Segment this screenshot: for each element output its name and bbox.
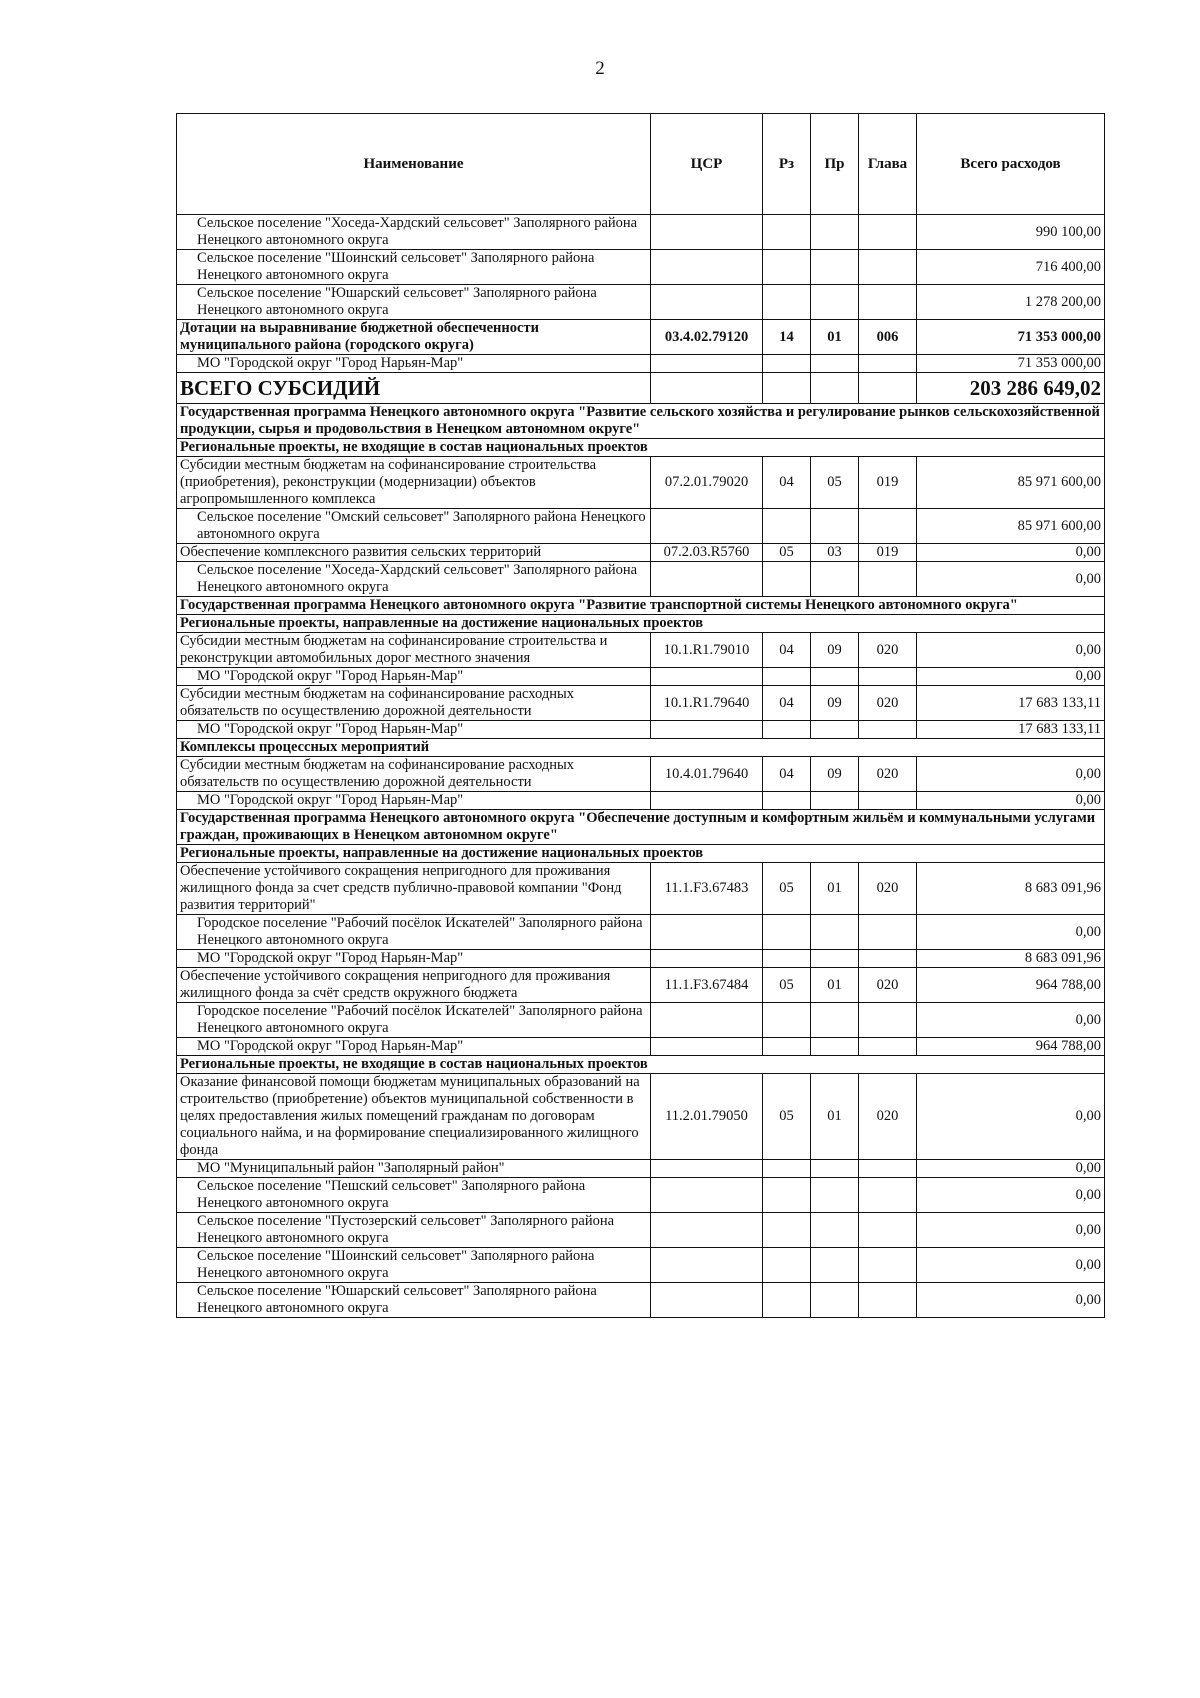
section-row — [177, 439, 1105, 457]
row-total: 0,00 — [917, 1003, 1105, 1038]
row-name: Сельское поселение "Омский сельсовет" Заполярного района Ненецкого автономного округа — [177, 509, 651, 544]
table-row — [177, 950, 1105, 968]
header-glava: Глава — [859, 114, 917, 215]
row-pr: 01 — [811, 968, 859, 1003]
row-rz: 05 — [763, 968, 811, 1003]
header-total: Всего расходов — [917, 114, 1105, 215]
row-glava — [859, 509, 917, 544]
table-row — [177, 721, 1105, 739]
row-csr — [651, 915, 763, 950]
row-pr — [811, 1283, 859, 1318]
row-glava — [859, 1038, 917, 1056]
section-row — [177, 845, 1105, 863]
row-name: Сельское поселение "Юшарский сельсовет" Заполярного района Ненецкого автономного округа — [177, 285, 651, 320]
header-csr: ЦСР — [651, 114, 763, 215]
row-name: МО "Городской округ "Город Нарьян-Мар" — [177, 355, 651, 373]
row-rz — [763, 1213, 811, 1248]
row-total: 0,00 — [917, 1213, 1105, 1248]
row-name: Сельское поселение "Хоседа-Хардский сельсовет" Заполярного района Ненецкого автономного округа — [177, 215, 651, 250]
row-name: Обеспечение устойчивого сокращения непригодного для проживания жилищного фонда за счет средств публично-правовой компании "Фонд развития территорий" — [177, 863, 651, 915]
row-total: 0,00 — [917, 1160, 1105, 1178]
row-name: Обеспечение комплексного развития сельских территорий — [177, 544, 651, 562]
row-total: 964 788,00 — [917, 968, 1105, 1003]
row-glava — [859, 1213, 917, 1248]
row-name: Субсидии местным бюджетам на софинансирование строительства и реконструкции автомобильных дорог местного значения — [177, 633, 651, 668]
row-total: 17 683 133,11 — [917, 686, 1105, 721]
table-row — [177, 509, 1105, 544]
section-row — [177, 810, 1105, 845]
row-name: МО "Городской округ "Город Нарьян-Мар" — [177, 950, 651, 968]
row-csr — [651, 1178, 763, 1213]
row-name: ВСЕГО СУБСИДИЙ — [177, 373, 651, 404]
row-glava — [859, 1003, 917, 1038]
row-glava: 020 — [859, 863, 917, 915]
section-title: Государственная программа Ненецкого автономного округа "Развитие сельского хозяйства и регулирование рынков сельскохозяйственной продукции, сырья и продовольствия в Ненецком автономном округе" — [177, 404, 1105, 439]
row-pr — [811, 1003, 859, 1038]
table-row — [177, 1213, 1105, 1248]
row-total: 990 100,00 — [917, 215, 1105, 250]
row-total: 71 353 000,00 — [917, 355, 1105, 373]
table-row — [177, 686, 1105, 721]
section-row — [177, 597, 1105, 615]
row-glava — [859, 721, 917, 739]
row-name: Сельское поселение "Хоседа-Хардский сельсовет" Заполярного района Ненецкого автономного округа — [177, 562, 651, 597]
row-glava — [859, 355, 917, 373]
row-csr — [651, 1248, 763, 1283]
row-total: 0,00 — [917, 1283, 1105, 1318]
row-pr — [811, 215, 859, 250]
row-total: 85 971 600,00 — [917, 457, 1105, 509]
table-row — [177, 668, 1105, 686]
row-glava — [859, 915, 917, 950]
page-number: 2 — [595, 58, 605, 79]
row-glava: 020 — [859, 1074, 917, 1160]
table-row — [177, 285, 1105, 320]
table-row — [177, 320, 1105, 355]
table-row — [177, 968, 1105, 1003]
row-pr — [811, 915, 859, 950]
row-rz: 04 — [763, 757, 811, 792]
row-pr — [811, 1178, 859, 1213]
row-name: МО "Городской округ "Город Нарьян-Мар" — [177, 1038, 651, 1056]
row-csr: 10.1.R1.79010 — [651, 633, 763, 668]
row-rz — [763, 509, 811, 544]
row-csr — [651, 1283, 763, 1318]
table-row — [177, 1003, 1105, 1038]
table-row — [177, 544, 1105, 562]
section-row — [177, 1056, 1105, 1074]
row-csr — [651, 215, 763, 250]
row-total: 0,00 — [917, 562, 1105, 597]
row-pr — [811, 950, 859, 968]
row-glava — [859, 668, 917, 686]
row-name: Городское поселение "Рабочий посёлок Искателей" Заполярного района Ненецкого автономного округа — [177, 1003, 651, 1038]
section-title: Региональные проекты, не входящие в состав национальных проектов — [177, 1056, 1105, 1074]
row-glava: 006 — [859, 320, 917, 355]
row-glava — [859, 792, 917, 810]
row-total: 203 286 649,02 — [917, 373, 1105, 404]
row-rz: 05 — [763, 1074, 811, 1160]
row-rz — [763, 355, 811, 373]
table-row — [177, 1178, 1105, 1213]
row-glava: 020 — [859, 968, 917, 1003]
row-glava: 020 — [859, 757, 917, 792]
row-name: Сельское поселение "Шоинский сельсовет" Заполярного района Ненецкого автономного округа — [177, 250, 651, 285]
row-total: 8 683 091,96 — [917, 863, 1105, 915]
row-glava — [859, 1248, 917, 1283]
row-name: Субсидии местным бюджетам на софинансирование строительства (приобретения), реконструкции (модернизации) объектов агропромышленного комплекса — [177, 457, 651, 509]
row-total: 85 971 600,00 — [917, 509, 1105, 544]
row-glava — [859, 1283, 917, 1318]
section-title: Региональные проекты, не входящие в состав национальных проектов — [177, 439, 1105, 457]
table-row — [177, 1248, 1105, 1283]
row-total: 1 278 200,00 — [917, 285, 1105, 320]
table-row — [177, 250, 1105, 285]
row-csr — [651, 373, 763, 404]
row-glava — [859, 373, 917, 404]
table-body — [177, 215, 1105, 1318]
row-name: МО "Городской округ "Город Нарьян-Мар" — [177, 792, 651, 810]
row-pr — [811, 562, 859, 597]
row-csr: 10.1.R1.79640 — [651, 686, 763, 721]
row-csr — [651, 1213, 763, 1248]
row-rz: 05 — [763, 863, 811, 915]
table-row — [177, 457, 1105, 509]
table-row — [177, 792, 1105, 810]
row-name: Субсидии местным бюджетам на софинансирование расходных обязательств по осуществлению дорожной деятельности — [177, 757, 651, 792]
row-csr: 11.1.F3.67484 — [651, 968, 763, 1003]
row-csr — [651, 950, 763, 968]
row-glava: 020 — [859, 686, 917, 721]
row-pr — [811, 250, 859, 285]
row-pr: 09 — [811, 686, 859, 721]
section-row — [177, 404, 1105, 439]
row-csr: 07.2.01.79020 — [651, 457, 763, 509]
row-name: Сельское поселение "Юшарский сельсовет" Заполярного района Ненецкого автономного округа — [177, 1283, 651, 1318]
row-rz — [763, 792, 811, 810]
row-pr — [811, 1160, 859, 1178]
row-total: 964 788,00 — [917, 1038, 1105, 1056]
header-rz: Рз — [763, 114, 811, 215]
row-pr — [811, 668, 859, 686]
row-csr: 10.4.01.79640 — [651, 757, 763, 792]
table-row — [177, 355, 1105, 373]
row-csr — [651, 668, 763, 686]
table-header-row — [177, 114, 1105, 215]
row-csr — [651, 1003, 763, 1038]
table-row — [177, 915, 1105, 950]
row-rz — [763, 250, 811, 285]
row-glava: 019 — [859, 544, 917, 562]
row-glava — [859, 250, 917, 285]
row-name: Сельское поселение "Шоинский сельсовет" Заполярного района Ненецкого автономного округа — [177, 1248, 651, 1283]
row-name: Обеспечение устойчивого сокращения непригодного для проживания жилищного фонда за счёт средств окружного бюджета — [177, 968, 651, 1003]
row-pr — [811, 1213, 859, 1248]
row-glava — [859, 285, 917, 320]
row-pr — [811, 721, 859, 739]
row-rz: 04 — [763, 633, 811, 668]
row-glava — [859, 1160, 917, 1178]
section-title: Государственная программа Ненецкого автономного округа "Обеспечение доступным и комфортным жильём и коммунальными услугами граждан, проживающих в Ненецком автономном округе" — [177, 810, 1105, 845]
row-rz: 04 — [763, 457, 811, 509]
row-rz — [763, 285, 811, 320]
section-row — [177, 615, 1105, 633]
row-rz — [763, 1283, 811, 1318]
row-rz — [763, 668, 811, 686]
row-pr — [811, 509, 859, 544]
table-row — [177, 863, 1105, 915]
row-csr — [651, 562, 763, 597]
section-title: Государственная программа Ненецкого автономного округа "Развитие транспортной системы Ненецкого автономного округа" — [177, 597, 1105, 615]
row-name: МО "Городской округ "Город Нарьян-Мар" — [177, 668, 651, 686]
row-total: 0,00 — [917, 1248, 1105, 1283]
row-csr — [651, 285, 763, 320]
row-glava — [859, 1178, 917, 1213]
row-total: 0,00 — [917, 757, 1105, 792]
row-csr — [651, 250, 763, 285]
row-total: 0,00 — [917, 544, 1105, 562]
row-name: МО "Городской округ "Город Нарьян-Мар" — [177, 721, 651, 739]
row-rz — [763, 950, 811, 968]
row-pr: 09 — [811, 757, 859, 792]
row-total: 0,00 — [917, 915, 1105, 950]
row-pr: 09 — [811, 633, 859, 668]
row-csr: 11.1.F3.67483 — [651, 863, 763, 915]
row-rz — [763, 562, 811, 597]
row-pr: 01 — [811, 863, 859, 915]
table-row — [177, 562, 1105, 597]
row-name: Городское поселение "Рабочий посёлок Искателей" Заполярного района Ненецкого автономного округа — [177, 915, 651, 950]
row-rz: 14 — [763, 320, 811, 355]
row-name: Оказание финансовой помощи бюджетам муниципальных образований на строительство (приобретение) объектов муниципальной собственности в целях предоставления жилых помещений гражданам по договорам социального найма, и на формирование специализированного жилищного фонда — [177, 1074, 651, 1160]
row-pr — [811, 285, 859, 320]
section-title: Комплексы процессных мероприятий — [177, 739, 1105, 757]
row-rz: 04 — [763, 686, 811, 721]
row-total: 0,00 — [917, 1178, 1105, 1213]
section-title: Региональные проекты, направленные на достижение национальных проектов — [177, 845, 1105, 863]
row-csr — [651, 355, 763, 373]
row-total: 0,00 — [917, 792, 1105, 810]
row-rz — [763, 1038, 811, 1056]
row-pr: 01 — [811, 1074, 859, 1160]
row-rz — [763, 1178, 811, 1213]
row-csr — [651, 1038, 763, 1056]
row-name: Сельское поселение "Пустозерский сельсовет" Заполярного района Ненецкого автономного округа — [177, 1213, 651, 1248]
row-pr — [811, 792, 859, 810]
row-rz — [763, 1248, 811, 1283]
table-row — [177, 1038, 1105, 1056]
row-csr — [651, 1160, 763, 1178]
row-pr — [811, 1038, 859, 1056]
row-total: 0,00 — [917, 633, 1105, 668]
table-row — [177, 757, 1105, 792]
table-row — [177, 215, 1105, 250]
row-glava — [859, 950, 917, 968]
row-csr: 07.2.03.R5760 — [651, 544, 763, 562]
row-total: 0,00 — [917, 668, 1105, 686]
row-glava: 019 — [859, 457, 917, 509]
row-rz: 05 — [763, 544, 811, 562]
row-total: 716 400,00 — [917, 250, 1105, 285]
row-pr — [811, 355, 859, 373]
row-rz — [763, 373, 811, 404]
row-pr: 01 — [811, 320, 859, 355]
row-name: Дотации на выравнивание бюджетной обеспеченности муниципального района (городского округа) — [177, 320, 651, 355]
header-pr: Пр — [811, 114, 859, 215]
row-total: 8 683 091,96 — [917, 950, 1105, 968]
row-pr — [811, 373, 859, 404]
row-csr — [651, 792, 763, 810]
row-glava — [859, 562, 917, 597]
table-row — [177, 1283, 1105, 1318]
row-glava: 020 — [859, 633, 917, 668]
table-row — [177, 633, 1105, 668]
row-name: Сельское поселение "Пешский сельсовет" Заполярного района Ненецкого автономного округа — [177, 1178, 651, 1213]
section-title: Региональные проекты, направленные на достижение национальных проектов — [177, 615, 1105, 633]
budget-table — [176, 113, 1105, 1318]
row-csr: 11.2.01.79050 — [651, 1074, 763, 1160]
row-total: 17 683 133,11 — [917, 721, 1105, 739]
row-rz — [763, 1003, 811, 1038]
row-csr — [651, 509, 763, 544]
row-name: Субсидии местным бюджетам на софинансирование расходных обязательств по осуществлению дорожной деятельности — [177, 686, 651, 721]
row-pr: 05 — [811, 457, 859, 509]
row-glava — [859, 215, 917, 250]
row-pr: 03 — [811, 544, 859, 562]
row-pr — [811, 1248, 859, 1283]
row-rz — [763, 915, 811, 950]
total-row — [177, 373, 1105, 404]
row-total: 71 353 000,00 — [917, 320, 1105, 355]
table-row — [177, 1074, 1105, 1160]
table-row — [177, 1160, 1105, 1178]
header-name: Наименование — [177, 114, 651, 215]
row-csr — [651, 721, 763, 739]
row-rz — [763, 1160, 811, 1178]
row-csr: 03.4.02.79120 — [651, 320, 763, 355]
row-name: МО "Муниципальный район "Заполярный район" — [177, 1160, 651, 1178]
section-row — [177, 739, 1105, 757]
row-total: 0,00 — [917, 1074, 1105, 1160]
row-rz — [763, 721, 811, 739]
row-rz — [763, 215, 811, 250]
